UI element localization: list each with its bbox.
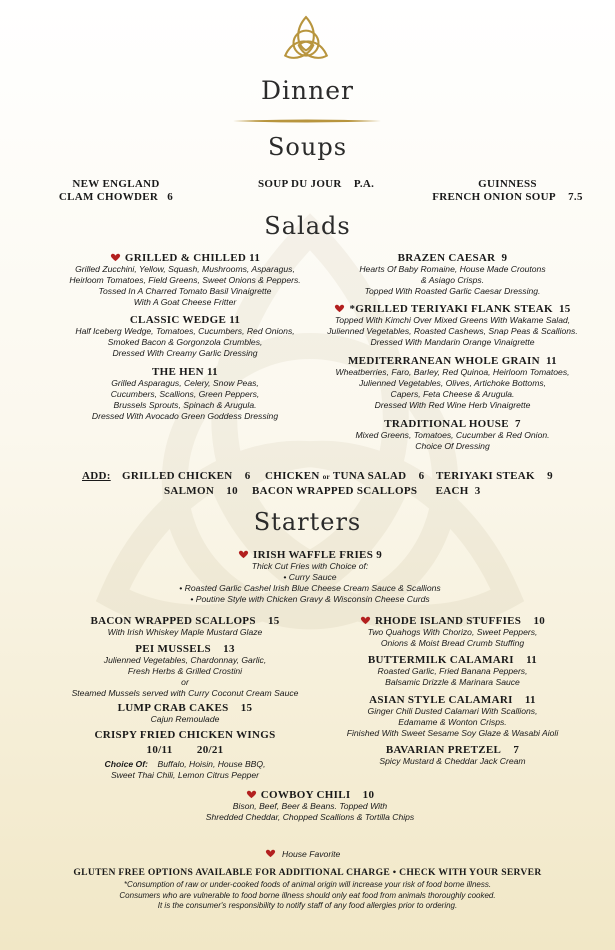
salad-traditional-house: TRADITIONAL HOUSE 7 Mixed Greens, Tomatoes, Cucumber & Red Onion. Choice Of Dressing [355,418,550,451]
add-bacon-scallops: BACON WRAPPED SCALLOPS EACH 3 [252,485,481,497]
soup-du-jour: SOUP DU JOUR P.A. [258,178,375,190]
starter-chicken-wings: CRISPY FRIED CHICKEN WINGS 10/11 20/21 Choice Of: Buffalo, Hoisin, House BBQ, Sweet Thai Chili, Lemon Citrus Pepper [94,729,276,780]
starter-rhode-island-stuffies: RHODE ISLAND STUFFIES 10 Two Quahogs With Chorizo, Sweet Peppers, Onions & Moist Bread Crumb Stuffing [315,615,590,649]
heart-icon [265,849,276,858]
gluten-free-notice: GLUTEN FREE OPTIONS AVAILABLE FOR ADDITIONAL CHARGE • CHECK WITH YOUR SERVER [73,867,542,878]
heart-icon [334,304,345,313]
triquetra-logo-icon [280,14,332,66]
salads-title: Salads [264,212,351,240]
starter-irish-waffle-fries: IRISH WAFFLE FRIES 9 Thick Cut Fries with Choice of: • Curry Sauce • Roasted Garlic Cashel Irish Blue Cheese Cream Sauce & Scallions • Poutine Style with Chicken Gravy & Wisconsin Cheese Curds [179,549,441,604]
salad-classic-wedge: CLASSIC WEDGE 11 Half Iceberg Wedge, Tomatoes, Cucumbers, Red Onions, Smoked Bacon & Gorgonzola Crumbles, Dressed With Creamy Garlic Dressing [75,314,295,358]
starter-cowboy-chili: COWBOY CHILI 10 Bison, Beef, Beer & Beans. Topped With Shredded Cheddar, Chopped Scallions & Tortilla Chips [205,789,415,822]
starter-asian-calamari: ASIAN STYLE CALAMARI 11 Ginger Chili Dusted Calamari With Scallions, Edamame & Wonton Crisps. Finished With Sweet Sesame Soy Glaze & Wasabi Aioli [346,694,559,738]
salad-teriyaki-flank-steak: *GRILLED TERIYAKI FLANK STEAK 15 Topped With Kimchi Over Mixed Greens With Wakame Salad, Julienned Vegetables, Roasted Cashews, Snap Peas & Scallions. Dressed With Mandarin Orange Vinaigrette [327,303,578,347]
add-teriyaki-steak: TERIYAKI STEAK 9 [436,470,553,482]
add-grilled-chicken: GRILLED CHICKEN 6 [122,470,251,482]
soup-clam-chowder: NEW ENGLAND CLAM CHOWDER 6 [58,178,174,203]
starter-bavarian-pretzel: BAVARIAN PRETZEL 7 Spicy Mustard & Cheddar Jack Cream [379,744,526,766]
menu-title: Dinner [261,76,354,105]
salad-the-hen: THE HEN 11 Grilled Asparagus, Celery, Snow Peas, Cucumbers, Scallions, Green Peppers, Brussels Sprouts, Spinach & Arugula. Dressed With Avocado Green Goddess Dressing [91,366,279,421]
salad-mediterranean: MEDITERRANEAN WHOLE GRAIN 11 Wheatberries, Faro, Barley, Red Quinoa, Heirloom Tomatoes, Julienned Vegetables, Olives, Artichoke Bottoms, Capers, Feta Cheese & Arugula. Dressed With Red Wine Herb Vinaigrette [335,355,570,410]
salad-brazen-caesar: BRAZEN CAESAR 9 Hearts Of Baby Romaine, House Made Croutons & Asiago Crisps. Topped With Roasted Garlic Caesar Dressing. [359,252,546,296]
heart-icon [110,253,121,262]
add-salmon: SALMON 10 [164,485,238,497]
add-chicken-tuna: CHICKEN or TUNA SALAD 6 [265,470,425,482]
starter-bacon-scallops: BACON WRAPPED SCALLOPS 15 With Irish Whiskey Maple Mustard Glaze [90,615,280,637]
starters-title: Starters [253,508,362,536]
salad-grilled-chilled: GRILLED & CHILLED 11 Grilled Zucchini, Yellow, Squash, Mushrooms, Asparagus, Heirloom Tomatoes, Field Greens, Sweet Onions & Peppers. Tossed In A Charred Tomato Basil Vinaigrette With A Goat Cheese Fritter [69,252,301,307]
heart-icon [238,550,249,559]
starter-lump-crab-cakes: LUMP CRAB CAKES 15 Cajun Remoulade [117,702,253,724]
disclaimer: *Consumption of raw or under-cooked foods of animal origin will increase your risk of food borne illness. Consumers who are vulnerable to food borne illness should only eat food from animals thoroughly cooked. It is the consumer's responsibility to notify staff of any food allergies prior to ordering. [119,880,496,910]
house-favorite-legend: House Favorite [265,842,340,861]
divider [233,119,381,123]
soups-title: Soups [267,133,348,161]
starter-pei-mussels: PEI MUSSELS 13 Julienned Vegetables, Chardonnay, Garlic, Fresh Herbs & Grilled Crostini or Steamed Mussels served with Curry Coconut Cream Sauce [71,643,299,698]
soup-french-onion: GUINNESS FRENCH ONION SOUP 7.5 [432,178,583,203]
heart-icon [246,790,257,799]
starter-buttermilk-calamari: BUTTERMILK CALAMARI 11 Roasted Garlic, Fried Banana Peppers, Balsamic Drizzle & Marinara Sauce [367,654,538,687]
add-label: ADD: [82,470,111,482]
heart-icon [360,616,371,625]
